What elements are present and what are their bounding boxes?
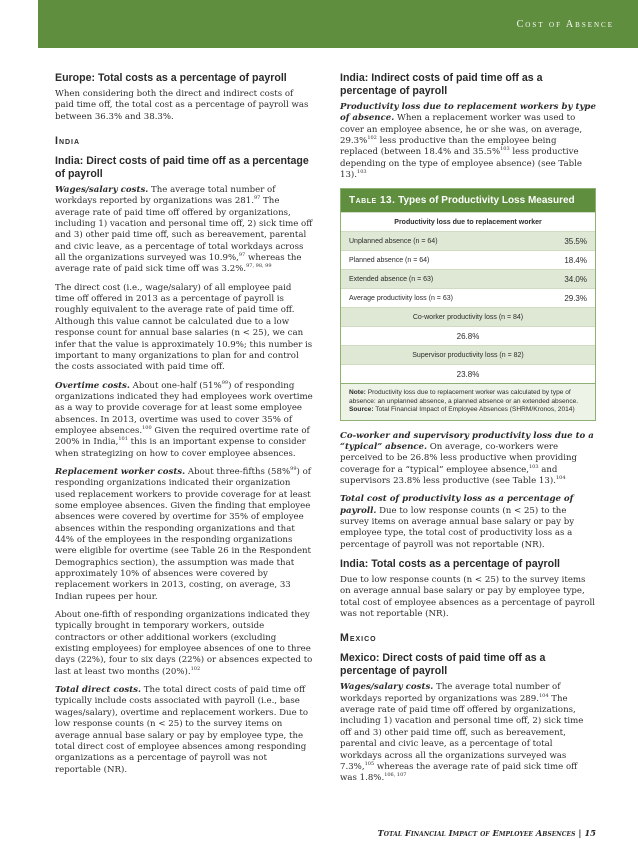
india-total-heading: India: Total costs as a percentage of payroll [340,558,560,571]
mexico-wages-paragraph [340,682,596,784]
india-total-paragraph: Due to low response counts (n < 25) to the survey items on average annual base salary or pay by employee type, total cost of employee absences as a percentage of payroll was not reportable (NR). [340,575,595,620]
coworker-lead: Co-worker and supervisory productivity loss due to a “typical” absence. [340,430,594,452]
source-line [349,406,587,414]
mexico-wages-text-3: whereas the average rate of paid sick time off was 1.8%. [340,761,578,784]
wages-text: The average total number of workdays reported by organizations was 281. [55,185,276,207]
footnote-ref: 102 [190,665,201,672]
header-banner [38,0,638,48]
wages-text-3: whereas the average rate of paid sick time off was 3.2%. [55,253,302,275]
table-row [341,269,595,288]
overtime-lead: Overtime costs. [55,380,130,391]
right-column [340,72,596,792]
europe-heading: Europe: Total costs as a percentage of payroll [55,72,287,84]
table-row [341,231,595,250]
footnote-ref: 104 [538,692,549,699]
total-productivity-lead: Total cost of productivity loss as a percentage of payroll. [340,494,574,516]
overtime-paragraph [55,381,313,460]
note-text: Productivity loss due to replacement worker was calculated by type of absence: an unplanned absence, a planned absence or an extended absence. [349,389,579,405]
source-label: Source: [349,406,374,414]
mexico-wages-lead: Wages/salary costs. [340,682,434,693]
supervisor-value-row [341,364,595,383]
direct-cost-paragraph: The direct cost (i.e., wage/salary) of all employee paid time off offered in 2013 as a percentage of payroll is roughly equivalent to the average rate of paid time off. Although this value cannot be calculated due to a low response count for annual base salaries (n < 25), we can infer that the value is approximately 10.9%; this number is important to many organizations to plan for and control the costs associated with paid time off. [55,282,313,373]
page-footer [378,828,597,838]
source-text: Total Financial Impact of Employee Absences (SHRM/Kronos, 2014) [373,406,575,414]
mexico-section-heading: Mexico [340,632,377,645]
productivity-text-3: less productive depending on the type of employee absence) (see Table 13). [340,147,582,181]
coworker-value: 26.8% [456,331,480,341]
footnote-ref: 103 [357,169,367,176]
table-note [341,383,595,419]
replacement-text-2: ) of responding organizations indicated their organization used replacement workers to provide coverage for at least some employee absences. Given the finding that employee absences were covered by overtime for 35% of employee absences within the responding organizations and that 44% of the employees in the responding organizations were eligible for overtime (see Table 26 in the Respondent Demographics section), the assumption was made that approximately 10% of absences were covered by replacement workers in 2013, costing, on average, 33 Indian rupees per hour. [55,466,312,602]
supervisor-label-row [341,345,595,364]
europe-paragraph: When considering both the direct and indirect costs of paid time off, the total cost as a percentage of payroll was between 36.3% and 38.3%. [55,89,309,122]
mexico-wages-text-2: The average rate of paid time off offered by organizations, including 1) vacation and personal time off, 2) sick time off and 3) other paid time off, such as bereavement, parental and civic leave, as a percentage of total workdays across all the organizations surveyed was 7.3%, [340,693,584,772]
fifth-text: About one-fifth of responding organizations indicated they typically brought in temporary workers, outside contractors or other additional workers (excluding existing employees) for employee absences of one to three days (22%), four to six days (22%) or absences expected to last at least two months (20%). [55,610,313,677]
footnote-ref: 105 [364,760,375,767]
table-header-label: Productivity loss due to replacement worker [394,218,542,226]
row-label: Average productivity loss (n = 63) [349,294,453,302]
table-number: Table 13. [349,195,396,207]
productivity-paragraph [340,102,596,181]
table-header [341,212,595,231]
coworker-label: Co-worker productivity loss (n = 84) [412,313,524,321]
coworker-paragraph [340,431,596,488]
total-direct-text: The total direct costs of paid time off typically include costs associated with payroll (i.e., base wages/salary), overtime and replacement workers. Due to low response counts (n < 25) to the survey items on average annual base salary or pay by employee type, the total direct cost of employee absences among responding organizations as a percentage of payroll was not reportable (NR). [55,685,309,775]
footer-title: Total Financial Impact of Employee Absences [377,828,576,838]
footnote-ref: 101 [118,436,128,443]
page-number: | 15 [578,828,596,838]
total-productivity-paragraph [340,494,596,551]
overtime-text-2: ) of responding organizations indicated they had employees work overtime as a way to provide coverage for at least some employee absences. In 2013, overtime was used to cover 35% of employee absences. [55,380,313,436]
replacement-lead: Replacement worker costs. [55,466,186,477]
footnote-ref: 103 [529,463,539,470]
footnote-ref: 106, 107 [384,772,407,779]
table-row [341,288,595,307]
supervisor-value: 23.8% [456,369,480,379]
footnote-ref: 97, 98, 99 [246,263,272,270]
total-productivity-text: Due to low response counts (n < 25) to the survey items on average annual base salary or pay by employee type, the total cost of productivity loss as a percentage of payroll was not reportable (NR). [340,505,575,550]
row-value: 18.4% [564,255,587,265]
coworker-text: On average, co-workers were perceived to be 26.8% less productive when providing coverage for a “typical” employee absence, [340,441,578,475]
productivity-text: When a replacement worker was used to cover an employee absence, he or she was, on average, 29.3% [340,113,583,147]
row-label: Unplanned absence (n = 64) [349,237,438,245]
row-value: 34.0% [564,274,587,284]
table-title-text: Types of Productivity Loss Measured [395,195,575,207]
row-label: Extended absence (n = 63) [349,275,434,283]
total-direct-paragraph [55,685,313,776]
coworker-value-row [341,326,595,345]
left-column [55,72,313,783]
table-title [341,189,595,212]
coworker-text-2: and supervisors 23.8% less productive (see Table 13). [340,464,558,486]
note-line [349,389,587,406]
india-indirect-heading: India: Indirect costs of paid time off as a percentage of payroll [340,72,543,97]
row-value: 29.3% [564,293,587,303]
footnote-ref: 104 [555,475,566,482]
productivity-text-2: less productive than the employee being replaced (between 18.4% and 35.5% [340,136,557,158]
wages-text-2: The average rate of paid time off offered by organizations, including 1) vacation and personal time off, 2) sick time off and 3) other paid time off, such as bereavement, parental and civic leave, as a percentage of total workdays across all the organizations surveyed was 10.9%, [55,196,313,264]
replacement-paragraph [55,467,313,603]
footnote-ref: 102 [367,135,377,142]
wages-lead: Wages/salary costs. [55,185,149,196]
footnote-ref: 103 [500,146,510,153]
temporary-workers-paragraph [55,610,313,678]
overtime-text: About one-half (51% [129,380,222,391]
table-row [341,250,595,269]
row-label: Planned absence (n = 64) [349,256,430,264]
productivity-lead: Productivity loss due to replacement workers by type of absence. [340,102,596,124]
header-title: Cost of Absence [516,19,614,30]
wages-paragraph [55,185,313,276]
footnote-ref: 99 [290,466,297,473]
footnote-ref: 99 [221,379,229,386]
footnote-ref: 97 [253,195,261,202]
india-direct-heading: India: Direct costs of paid time off as a percentage of payroll [55,155,309,181]
footnote-ref: 100 [142,425,152,432]
mexico-wages-text: The average total number of workdays reported by organizations was 289. [340,682,561,704]
footnote-ref: 97 [238,252,246,259]
note-label: Note: [349,389,366,397]
table-13 [340,188,596,420]
overtime-text-3: Given the required overtime rate of 200% in India, [55,425,310,448]
mexico-direct-heading: Mexico: Direct costs of paid time off as a percentage of payroll [340,652,546,678]
overtime-text-4: this is an important expense to consider when strategizing on how to cover employee absences. [55,437,306,459]
coworker-label-row [341,307,595,326]
india-section-heading: India [55,135,81,148]
row-value: 35.5% [564,236,587,246]
total-direct-lead: Total direct costs. [55,685,141,696]
replacement-text: About three-fifths (58% [185,466,291,477]
supervisor-label: Supervisor productivity loss (n = 82) [412,351,524,359]
